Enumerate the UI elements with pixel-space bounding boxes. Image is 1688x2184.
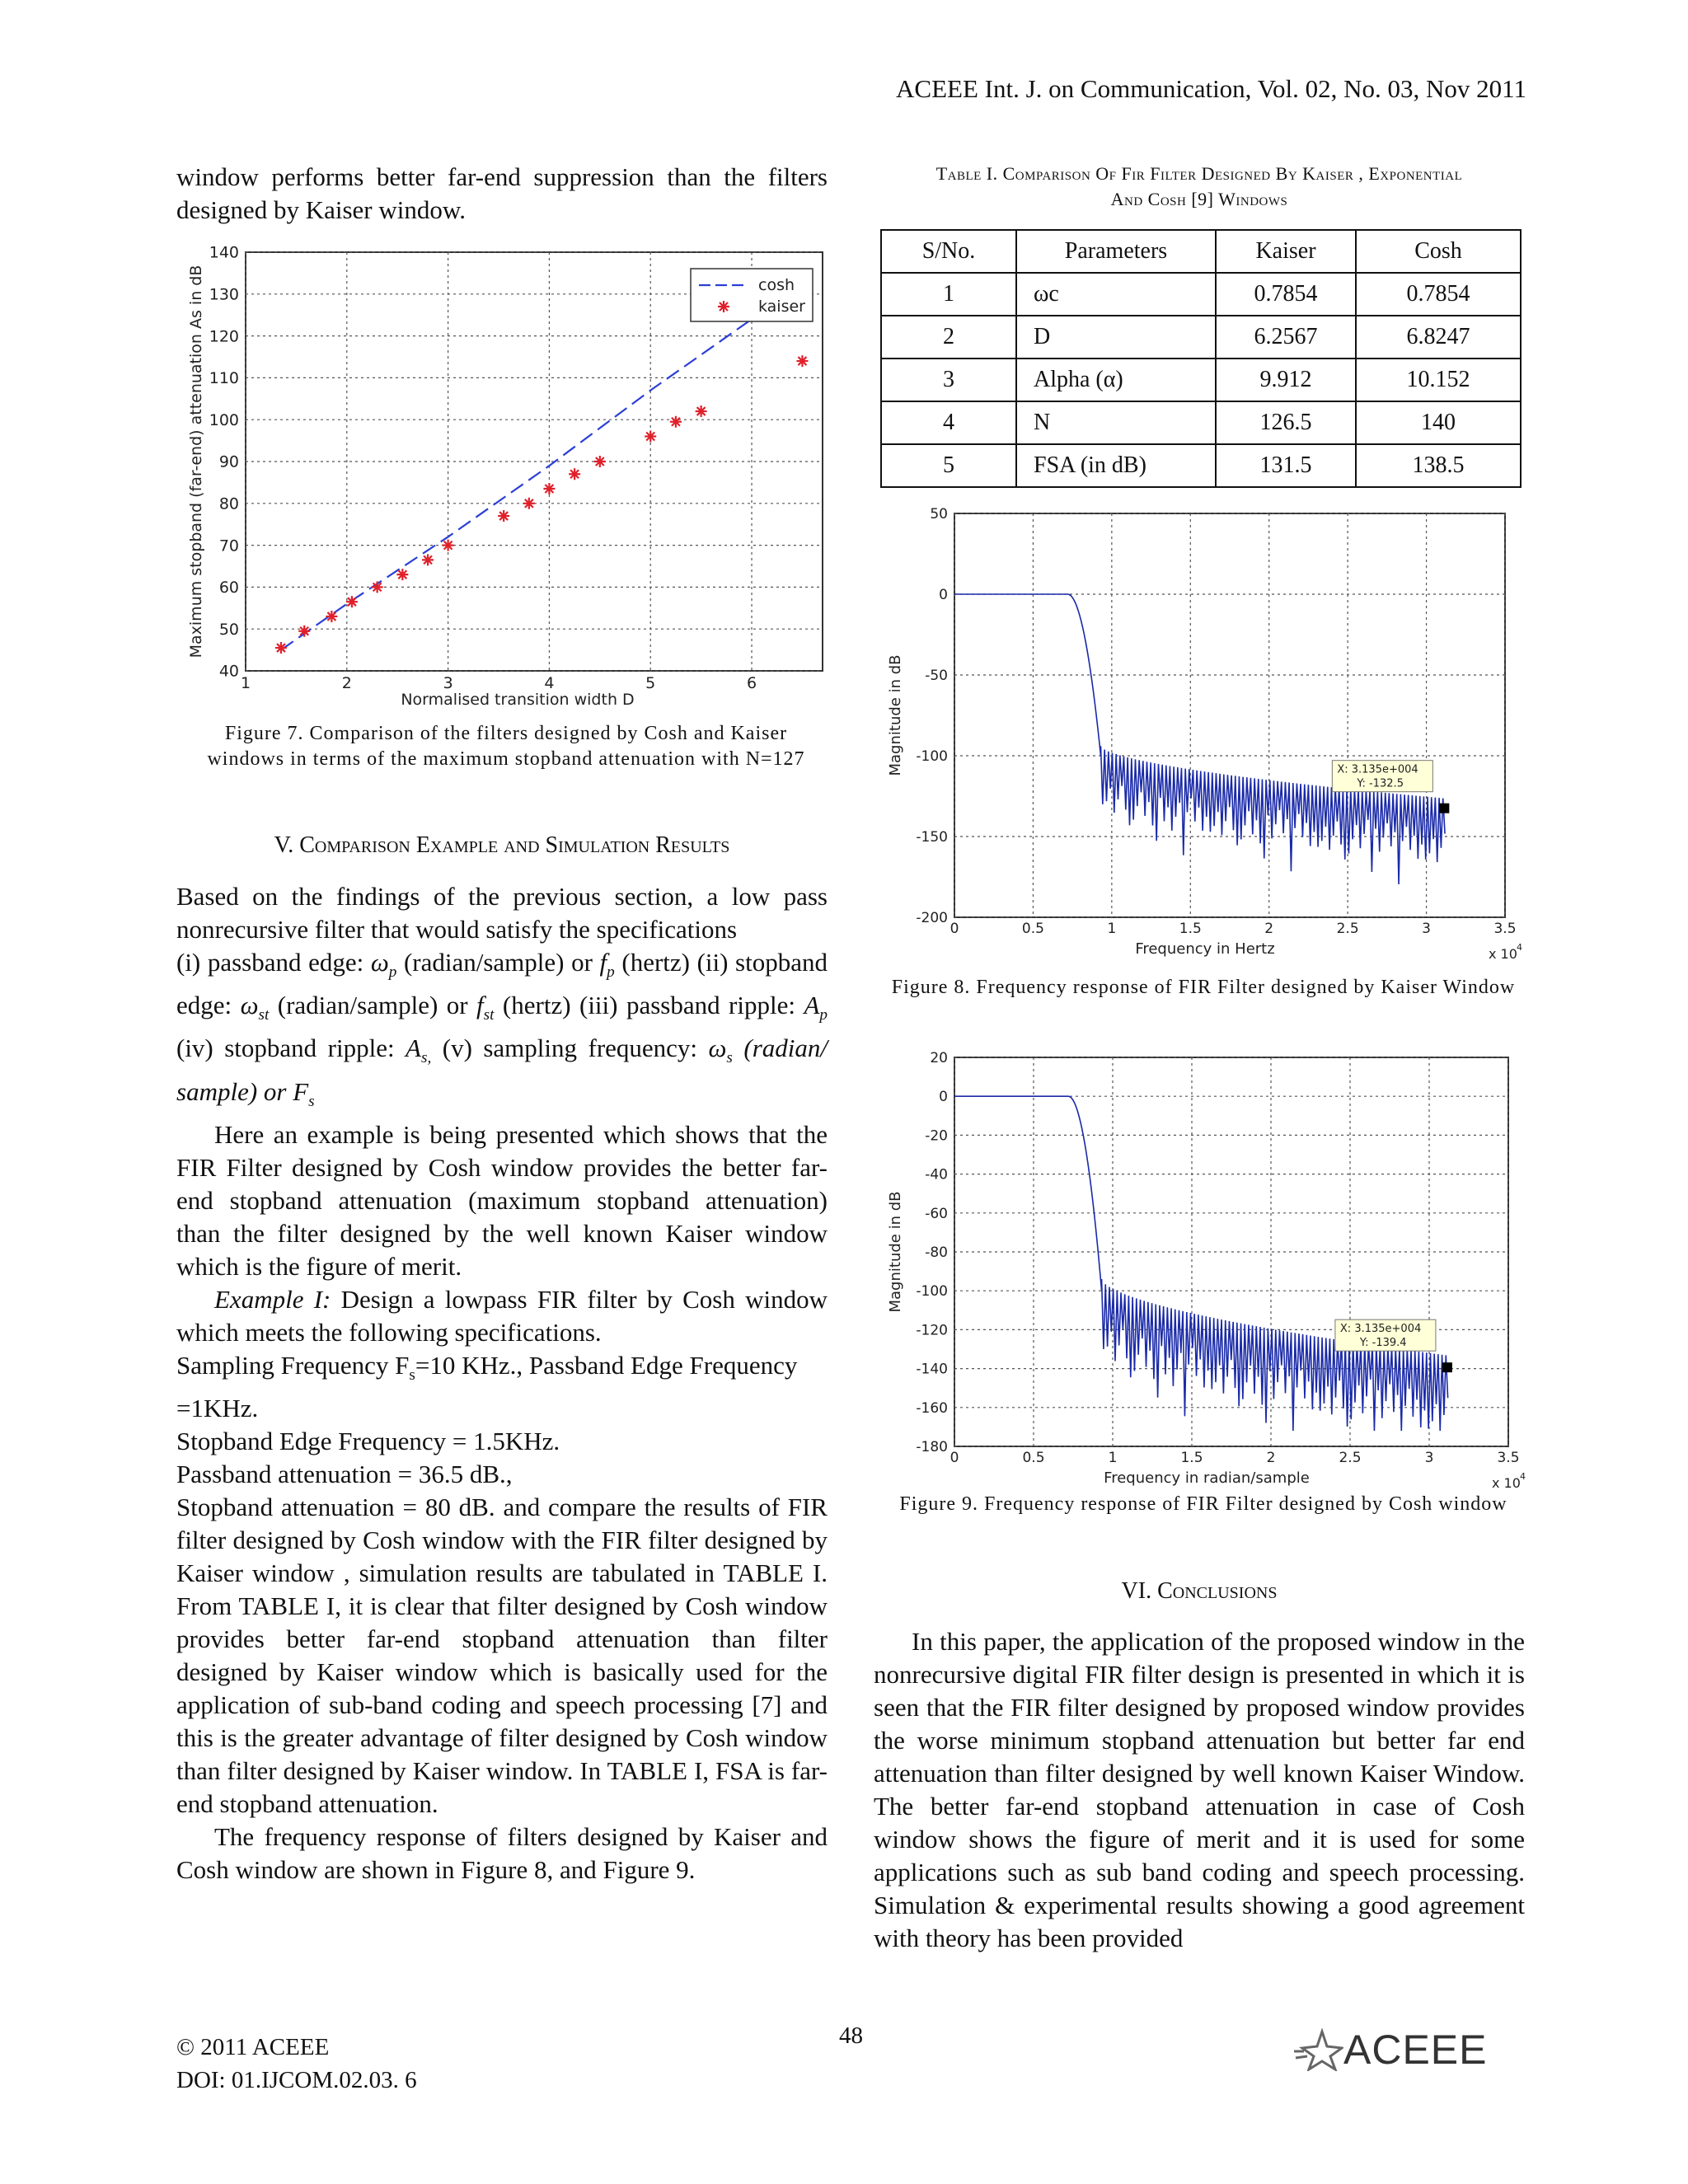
table-cell: 0.7854	[1216, 273, 1356, 316]
table-cell: 138.5	[1356, 444, 1521, 487]
y-tick-label: 0	[939, 1089, 948, 1106]
figure-8-caption: Figure 8. Frequency response of FIR Filter designed by Kaiser Window	[891, 977, 1516, 998]
f-st: f	[476, 991, 484, 1020]
omega-p: ω	[370, 948, 389, 977]
x-multiplier-exponent: 4	[1517, 942, 1522, 953]
omega-s-sub: s	[726, 1049, 733, 1067]
journal-header: ACEEE Int. J. on Communication, Vol. 02, No. 03, Nov 2011	[896, 74, 1526, 103]
star-logo-icon	[1292, 2028, 1343, 2071]
logo-text: ACEEE	[1343, 2027, 1488, 2073]
x-tick-label: 1.5	[1180, 1450, 1203, 1466]
table-1-caption-line1: Table I. Comparison Of Fir Filter Designed By Kaiser , Exponential	[935, 163, 1463, 184]
paragraph-frequency-response: The frequency response of filters designed by Kaiser and Cosh window are shown in Figure 8, and Figure 9.	[176, 1821, 828, 1884]
x-tick-label: 2	[1266, 1450, 1276, 1466]
f-st-sub: st	[483, 1006, 495, 1024]
table-cell: ωc	[1016, 273, 1216, 316]
datatip-marker	[1439, 804, 1449, 813]
left-body	[176, 880, 828, 1886]
x-multiplier: x 10	[1489, 946, 1517, 962]
y-tick-label: -180	[916, 1438, 948, 1455]
f-p: f	[599, 948, 607, 977]
left-column	[176, 161, 828, 227]
intro-paragraph: window performs better far-end suppression than the filters designed by Kaiser window.	[176, 162, 828, 224]
y-axis-label: Magnitude in dB	[887, 1191, 904, 1313]
x-tick-label: 2	[341, 674, 352, 692]
table-cell: 1	[881, 273, 1016, 316]
y-tick-label: -100	[916, 1283, 948, 1301]
x-axis-label: Frequency in Hertz	[1135, 940, 1275, 958]
a-s-sub: s,	[420, 1049, 432, 1067]
kaiser-point	[796, 355, 808, 367]
x-tick-label: 1.5	[1179, 921, 1202, 937]
table-row	[881, 273, 1521, 316]
x-tick-label: 2	[1264, 921, 1274, 937]
datatip-x: X: 3.135e+004	[1339, 1323, 1422, 1336]
x-tick-label: 0.5	[1022, 1450, 1045, 1466]
section-5-title: Comparison Example and Simulation Results	[299, 832, 730, 858]
y-tick-label: -140	[916, 1361, 948, 1378]
omega-s: ω	[708, 1033, 727, 1063]
section-6-title: Conclusions	[1157, 1578, 1278, 1604]
kaiser-point	[275, 642, 287, 654]
x-axis-label: Frequency in radian/sample	[1104, 1469, 1310, 1487]
x-tick-label: 0.5	[1021, 921, 1044, 937]
x-tick-label: 4	[544, 674, 555, 692]
table-cell: 126.5	[1216, 401, 1356, 444]
omega-st: ω	[240, 991, 259, 1020]
y-axis-label: Maximum stopband (far-end) attenuation As in dB	[187, 265, 205, 658]
datatip-marker	[1442, 1362, 1452, 1372]
table-1	[880, 229, 1522, 488]
table-cell: N	[1016, 401, 1216, 444]
y-tick-label: -160	[916, 1399, 948, 1417]
x-tick-label: 3.5	[1497, 1450, 1520, 1466]
table-cell: 6.8247	[1356, 316, 1521, 359]
y-tick-label: -20	[925, 1127, 948, 1145]
x-tick-label: 6	[746, 674, 757, 692]
y-tick-label: 110	[209, 369, 239, 388]
datatip-y: Y: -132.5	[1357, 777, 1404, 790]
omega-st-sub: st	[258, 1006, 270, 1024]
page-number: 48	[839, 2022, 863, 2049]
table-cell: 10.152	[1356, 359, 1521, 401]
a-p: A	[804, 991, 820, 1020]
spec-sampling	[176, 1349, 828, 1425]
y-tick-label: 0	[939, 586, 948, 603]
a-s: A	[406, 1033, 421, 1063]
figure-7-caption: Figure 7. Comparison of the filters designed by Cosh and Kaiser windows in terms of the maximum stopband attenuation with N=127	[207, 723, 805, 770]
y-axis-label: Magnitude in dB	[887, 654, 904, 776]
f-p-sub: p	[607, 963, 615, 982]
kaiser-point	[498, 510, 509, 522]
y-tick-label: -40	[925, 1166, 948, 1183]
table-cell: FSA (in dB)	[1016, 444, 1216, 487]
plot-area	[954, 513, 1505, 917]
kaiser-point	[696, 405, 707, 417]
spec-fs: (radian/ sample) or F	[176, 1033, 828, 1106]
kaiser-point	[523, 498, 535, 509]
table-cell: 6.2567	[1216, 316, 1356, 359]
kaiser-point	[443, 540, 454, 551]
y-tick-label: -50	[925, 667, 948, 684]
y-tick-label: 50	[930, 505, 948, 523]
table-1-caption	[874, 161, 1525, 212]
table-cell: 2	[881, 316, 1016, 359]
y-tick-label: -150	[916, 828, 948, 846]
kaiser-point	[543, 483, 555, 494]
footer-copyright: © 2011 ACEEE	[176, 2034, 330, 2060]
x-multiplier: x 10	[1492, 1475, 1521, 1488]
y-tick-label: -100	[916, 748, 948, 765]
x-tick-label: 3	[1424, 1450, 1434, 1466]
y-tick-label: 20	[930, 1049, 948, 1066]
y-tick-label: 50	[218, 620, 239, 639]
spec-sampling-sub: s	[409, 1366, 415, 1384]
spec-stopband-edge: Stopband Edge Frequency = 1.5KHz.	[176, 1426, 560, 1455]
x-tick-label: 0	[950, 921, 959, 937]
y-tick-label: 90	[218, 452, 239, 471]
table-header-cell: Cosh	[1356, 230, 1521, 273]
y-tick-label: 60	[218, 579, 239, 598]
spec-sampling-a: Sampling Frequency F	[176, 1350, 410, 1380]
kaiser-point	[372, 581, 383, 593]
figure-7-chart	[176, 239, 836, 717]
figure-8-chart	[882, 499, 1533, 968]
omega-p-sub: p	[388, 963, 397, 982]
spec-passband-attenuation: Passband attenuation = 36.5 dB.,	[176, 1459, 513, 1488]
table-cell: 4	[881, 401, 1016, 444]
paragraph-specs	[176, 946, 828, 1118]
spec-passband-b: (radian/sample) or	[396, 948, 600, 977]
paragraph-example	[176, 1283, 828, 1349]
legend-kaiser-label: kaiser	[758, 298, 805, 316]
x-tick-label: 0	[950, 1450, 959, 1466]
spec-ripple-b: (iv) stopband ripple:	[176, 1033, 406, 1063]
f-s-sub: s	[308, 1092, 315, 1110]
footer-doi: DOI: 01.IJCOM.02.03. 6	[176, 2067, 417, 2093]
table-header-cell: Parameters	[1016, 230, 1216, 273]
y-tick-label: -120	[916, 1322, 948, 1339]
table-cell: D	[1016, 316, 1216, 359]
kaiser-point	[670, 416, 682, 428]
table-cell: Alpha (α)	[1016, 359, 1216, 401]
spec-stop-b: (radian/sample) or	[269, 991, 477, 1020]
spec-stop-c: (hertz) (iii) passband ripple:	[494, 991, 804, 1020]
section-5-number: V.	[274, 832, 300, 858]
table-row	[881, 401, 1521, 444]
x-tick-label: 1	[1108, 1450, 1118, 1466]
section-5-heading	[176, 832, 828, 859]
conclusion-paragraph: In this paper, the application of the proposed window in the nonrecursive digital FIR filter design is presented in which it is seen that the FIR filter designed by proposed window provides the worse minimum stopband attenuation but better far end attenuation than filter designed by well known Kaiser Window. The better far-end stopband attenuation in case of Cosh window shows the figure of merit and it is used for some applications such as sub band coding and speech processing. Simulation & experimental results showing a good agreement with theory has been provided	[874, 1627, 1525, 1952]
kaiser-point	[569, 468, 580, 480]
datatip-x: X: 3.135e+004	[1337, 763, 1418, 776]
table-1-caption-line2: And Cosh [9] Windows	[1110, 189, 1288, 209]
footer-left	[176, 2031, 417, 2097]
datatip-y: Y: -139.4	[1359, 1337, 1407, 1350]
example-text: Design a lowpass FIR filter by Cosh window which meets the following specifications.	[176, 1284, 828, 1347]
table-cell: 140	[1356, 401, 1521, 444]
spec-ripple-c: (v) sampling frequency:	[431, 1033, 709, 1063]
x-axis-label: Normalised transition width D	[401, 691, 635, 709]
x-tick-label: 3	[443, 674, 453, 692]
example-label: Example I:	[214, 1284, 331, 1314]
x-tick-label: 3.5	[1493, 921, 1517, 937]
y-tick-label: 40	[218, 662, 239, 681]
kaiser-point	[326, 611, 337, 622]
x-tick-label: 1	[1107, 921, 1117, 937]
table-header-cell: S/No.	[881, 230, 1016, 273]
table-cell: 0.7854	[1356, 273, 1521, 316]
a-p-sub: p	[819, 1006, 828, 1024]
kaiser-point	[422, 554, 434, 565]
spec-passband-c: (hertz) (ii) stopband edge:	[176, 948, 828, 1020]
section-6-number: VI.	[1121, 1578, 1158, 1604]
spec-stopband-attenuation: Stopband attenuation = 80 dB. and compare the results of FIR filter designed by Cosh window with the FIR filter designed by Kaiser window , simulation results are tabulated in TABLE I. From TABLE I, it is clear that filter designed by Cosh window provides better far-end stopband attenuation than filter designed by Kaiser window which is basically used for the application of sub-band coding and speech processing [7] and this is the greater advantage of filter designed by Cosh window than filter designed by Kaiser window. In TABLE I, FSA is far-end stopband attenuation.	[176, 1492, 828, 1818]
kaiser-point	[298, 626, 310, 637]
y-tick-label: -80	[925, 1244, 948, 1261]
x-tick-label: 1	[240, 674, 251, 692]
section-6-heading	[874, 1578, 1525, 1605]
table-header-row	[881, 230, 1521, 273]
kaiser-point	[594, 456, 606, 467]
y-tick-label: 120	[209, 327, 239, 346]
right-body	[874, 1625, 1525, 1955]
paragraph-example-intro: Here an example is being presented which shows that the FIR Filter designed by Cosh window provides the better far-end stopband attenuation (maximum stopband attenuation) than the filter designed by the well known Kaiser window which is the figure of merit.	[176, 1119, 828, 1281]
legend-cosh-label: cosh	[758, 276, 795, 294]
table-cell: 131.5	[1216, 444, 1356, 487]
y-tick-label: -60	[925, 1205, 948, 1222]
x-tick-label: 3	[1422, 921, 1431, 937]
kaiser-point	[645, 431, 656, 443]
kaiser-point	[346, 596, 358, 607]
y-tick-label: 130	[209, 285, 239, 304]
y-tick-label: 100	[209, 410, 239, 429]
figure-9-caption: Figure 9. Frequency response of FIR Filter designed by Cosh window	[899, 1493, 1507, 1515]
x-tick-label: 5	[645, 674, 656, 692]
x-multiplier-exponent: 4	[1520, 1471, 1526, 1482]
kaiser-point	[396, 569, 408, 580]
y-tick-label: 70	[218, 537, 239, 555]
aceee-logo	[1292, 2026, 1488, 2074]
spec-passband-a: (i) passband edge:	[176, 948, 371, 977]
table-cell: 3	[881, 359, 1016, 401]
x-tick-label: 2.5	[1339, 1450, 1362, 1466]
figure-9-chart	[882, 1043, 1533, 1488]
y-tick-label: 80	[218, 494, 239, 513]
y-tick-label: -200	[916, 909, 948, 926]
x-tick-label: 2.5	[1336, 921, 1359, 937]
table-row	[881, 316, 1521, 359]
table-header-cell: Kaiser	[1216, 230, 1356, 273]
table-cell: 9.912	[1216, 359, 1356, 401]
legend-kaiser-swatch	[718, 301, 729, 312]
table-row	[881, 359, 1521, 401]
spec-sampling-b: =10 KHz., Passband Edge Frequency =1KHz.	[176, 1350, 798, 1422]
paragraph-findings: Based on the findings of the previous section, a low pass nonrecursive filter that would satisfy the specifications	[176, 882, 828, 944]
y-tick-label: 140	[209, 243, 239, 262]
table-row	[881, 444, 1521, 487]
table-cell: 5	[881, 444, 1016, 487]
